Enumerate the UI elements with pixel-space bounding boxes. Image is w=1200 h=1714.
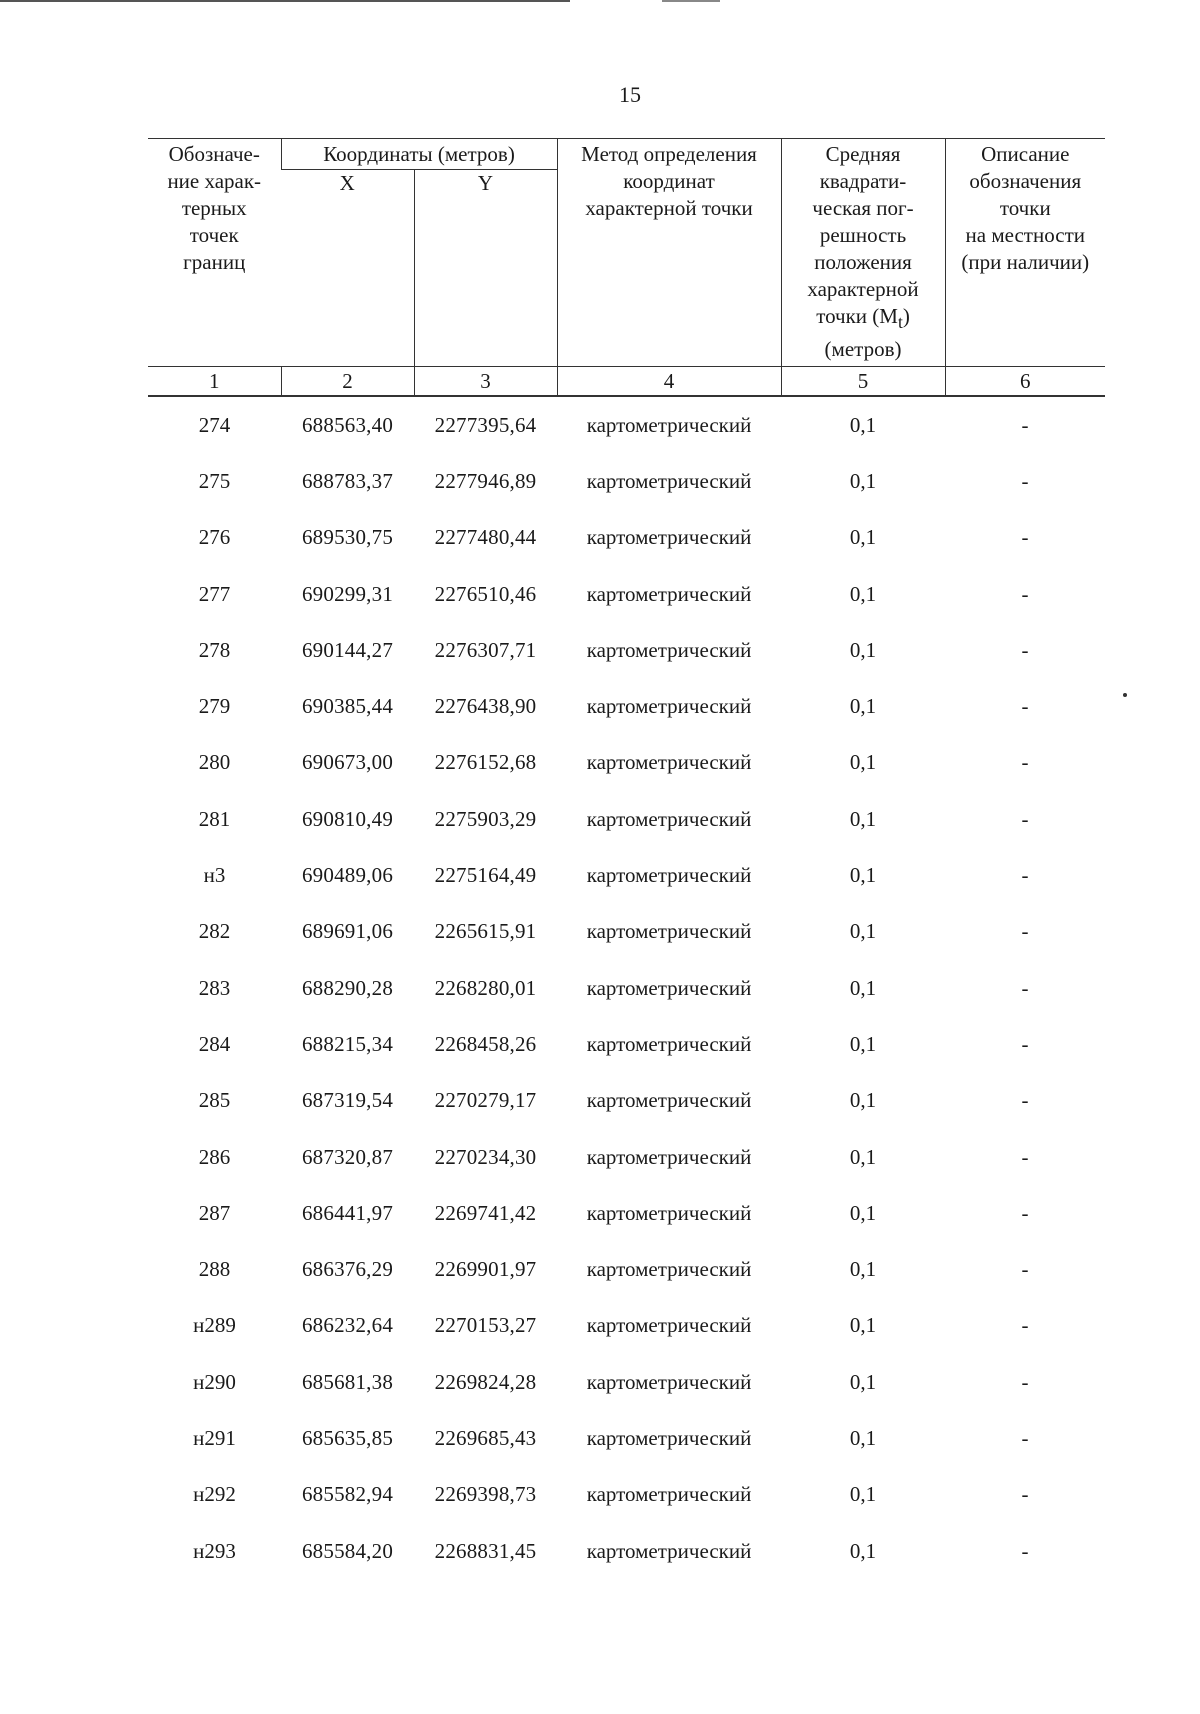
header-point-description: [945, 139, 1105, 367]
cell-coordinate-y: 2270279,17: [434, 1088, 537, 1113]
cell-coordinate-y: 2270153,27: [434, 1313, 537, 1338]
cell-coordinate-y: 2268280,01: [434, 975, 537, 1000]
cell-coordinate-x: 685681,38: [301, 1369, 394, 1394]
cell-coordinate-x: 689691,06: [301, 919, 394, 944]
cell-coordinate-x: 686232,64: [301, 1313, 394, 1338]
header-y: Y: [414, 170, 557, 367]
cell-error: 0,1: [849, 1144, 877, 1169]
column-number: 2: [281, 367, 414, 397]
table-row: [148, 735, 1105, 791]
cell-error: 0,1: [849, 1088, 877, 1113]
header-point-designation: [148, 139, 281, 367]
cell-coordinate-x: 690810,49: [301, 806, 394, 831]
cell-point-id: 283: [198, 975, 231, 1000]
cell-description: -: [1021, 468, 1029, 493]
cell-method: картометрический: [586, 975, 752, 1000]
cell-point-id: 279: [198, 694, 231, 719]
cell-point-id: н291: [193, 1425, 236, 1450]
cell-point-id: 276: [198, 525, 231, 550]
table-row: [148, 791, 1105, 847]
cell-error: 0,1: [849, 1482, 877, 1507]
cell-coordinate-x: 685635,85: [301, 1425, 394, 1450]
cell-point-id: н3: [203, 863, 226, 888]
header-subscript: t: [897, 312, 903, 333]
cell-error: 0,1: [849, 525, 877, 550]
cell-coordinate-y: 2276152,68: [434, 750, 537, 775]
table-row: [148, 396, 1105, 453]
table-row: [148, 678, 1105, 734]
cell-coordinate-x: 685582,94: [301, 1482, 394, 1507]
table-row: [148, 1298, 1105, 1354]
cell-method: картометрический: [586, 637, 752, 662]
cell-error: 0,1: [849, 1257, 877, 1282]
table-row: [148, 1129, 1105, 1185]
cell-point-id: 284: [198, 1031, 231, 1056]
cell-point-id: н290: [193, 1369, 236, 1394]
table-row: [148, 1073, 1105, 1129]
cell-error: 0,1: [849, 863, 877, 888]
cell-error: 0,1: [849, 919, 877, 944]
cell-coordinate-y: 2269824,28: [434, 1369, 537, 1394]
cell-error: 0,1: [849, 1031, 877, 1056]
cell-point-id: 278: [198, 637, 231, 662]
cell-coordinate-y: 2275903,29: [434, 806, 537, 831]
cell-coordinate-y: 2265615,91: [434, 919, 537, 944]
cell-method: картометрический: [586, 750, 752, 775]
cell-method: картометрический: [586, 412, 752, 437]
cell-method: картометрический: [586, 863, 752, 888]
cell-description: -: [1021, 637, 1029, 662]
cell-point-id: 274: [198, 412, 231, 437]
cell-coordinate-y: 2275164,49: [434, 863, 537, 888]
cell-description: -: [1021, 1200, 1029, 1225]
cell-description: -: [1021, 750, 1029, 775]
table-row: [148, 1354, 1105, 1410]
cell-method: картометрический: [586, 525, 752, 550]
cell-point-id: 285: [198, 1088, 231, 1113]
cell-method: картометрический: [586, 694, 752, 719]
page-number: 15: [619, 82, 641, 107]
cell-error: 0,1: [849, 1369, 877, 1394]
cell-point-id: 275: [198, 468, 231, 493]
cell-description: -: [1021, 1425, 1029, 1450]
cell-error: 0,1: [849, 1538, 877, 1563]
cell-method: картометрический: [586, 468, 752, 493]
table-row: [148, 453, 1105, 509]
header-method: [557, 139, 781, 367]
cell-error: 0,1: [849, 750, 877, 775]
cell-description: -: [1021, 919, 1029, 944]
cell-method: картометрический: [586, 1200, 752, 1225]
column-number: 3: [414, 367, 557, 397]
cell-point-id: 286: [198, 1144, 231, 1169]
cell-coordinate-x: 687319,54: [301, 1088, 394, 1113]
cell-coordinate-y: 2269741,42: [434, 1200, 537, 1225]
cell-point-id: н293: [193, 1538, 236, 1563]
header-text: Средняя квадрати- ческая пог- решность положения характерной точки (M: [807, 142, 919, 328]
cell-point-id: н289: [193, 1313, 236, 1338]
cell-coordinate-x: 690144,27: [301, 637, 394, 662]
cell-description: -: [1021, 581, 1029, 606]
table-row: [148, 1241, 1105, 1297]
table-row: [148, 1523, 1105, 1579]
table-row: [148, 904, 1105, 960]
header-coordinates-group: Координаты (метров): [281, 139, 557, 170]
cell-point-id: 281: [198, 806, 231, 831]
cell-method: картометрический: [586, 1257, 752, 1282]
cell-error: 0,1: [849, 468, 877, 493]
cell-coordinate-y: 2276438,90: [434, 694, 537, 719]
cell-description: -: [1021, 525, 1029, 550]
cell-error: 0,1: [849, 975, 877, 1000]
cell-description: -: [1021, 1257, 1029, 1282]
cell-method: картометрический: [586, 1313, 752, 1338]
cell-coordinate-y: 2268831,45: [434, 1538, 537, 1563]
cell-point-id: 287: [198, 1200, 231, 1225]
cell-coordinate-x: 685584,20: [301, 1538, 394, 1563]
table-row: [148, 1185, 1105, 1241]
cell-method: картометрический: [586, 806, 752, 831]
table-row: [148, 960, 1105, 1016]
cell-point-id: 277: [198, 581, 231, 606]
cell-coordinate-y: 2277395,64: [434, 412, 537, 437]
cell-coordinate-y: 2269685,43: [434, 1425, 537, 1450]
cell-coordinate-y: 2268458,26: [434, 1031, 537, 1056]
table-row: [148, 622, 1105, 678]
table-row: [148, 566, 1105, 622]
cell-description: -: [1021, 806, 1029, 831]
cell-coordinate-x: 690299,31: [301, 581, 394, 606]
cell-coordinate-x: 690489,06: [301, 863, 394, 888]
cell-coordinate-y: 2270234,30: [434, 1144, 537, 1169]
cell-error: 0,1: [849, 412, 877, 437]
cell-method: картометрический: [586, 1482, 752, 1507]
column-number: 5: [781, 367, 945, 397]
cell-description: -: [1021, 1538, 1029, 1563]
cell-method: картометрический: [586, 1538, 752, 1563]
column-number: 6: [945, 367, 1105, 397]
cell-coordinate-x: 690385,44: [301, 694, 394, 719]
cell-method: картометрический: [586, 581, 752, 606]
cell-coordinate-y: 2276307,71: [434, 637, 537, 662]
cell-method: картометрический: [586, 1144, 752, 1169]
cell-error: 0,1: [849, 1425, 877, 1450]
cell-description: -: [1021, 694, 1029, 719]
header-text: Обозначе- ние харак- терных точек границ: [167, 142, 262, 274]
cell-point-id: 288: [198, 1257, 231, 1282]
cell-method: картометрический: [586, 1425, 752, 1450]
scan-speck: [1123, 693, 1127, 697]
header-mean-square-error: [781, 139, 945, 367]
coordinates-table: [148, 138, 1105, 1579]
header-text: Описание обозначения точки на местности (при наличии): [961, 142, 1090, 274]
cell-coordinate-x: 688215,34: [301, 1031, 394, 1056]
cell-coordinate-y: 2277480,44: [434, 525, 537, 550]
cell-description: -: [1021, 1031, 1029, 1056]
cell-point-id: 282: [198, 919, 231, 944]
cell-coordinate-y: 2269398,73: [434, 1482, 537, 1507]
cell-coordinate-x: 689530,75: [301, 525, 394, 550]
cell-error: 0,1: [849, 1313, 877, 1338]
cell-error: 0,1: [849, 637, 877, 662]
cell-coordinate-x: 688290,28: [301, 975, 394, 1000]
cell-error: 0,1: [849, 1200, 877, 1225]
cell-coordinate-y: 2277946,89: [434, 468, 537, 493]
cell-coordinate-x: 686376,29: [301, 1257, 394, 1282]
cell-description: -: [1021, 1482, 1029, 1507]
cell-error: 0,1: [849, 806, 877, 831]
cell-coordinate-y: 2269901,97: [434, 1257, 537, 1282]
cell-description: -: [1021, 1313, 1029, 1338]
table-body: [148, 396, 1105, 1579]
cell-point-id: н292: [193, 1482, 236, 1507]
header-x: X: [339, 171, 355, 195]
cell-description: -: [1021, 1088, 1029, 1113]
cell-coordinate-x: 686441,97: [301, 1200, 394, 1225]
cell-coordinate-x: 688783,37: [301, 468, 394, 493]
table-row: [148, 1410, 1105, 1466]
cell-point-id: 280: [198, 750, 231, 775]
table-row: [148, 1016, 1105, 1072]
cell-method: картометрический: [586, 1088, 752, 1113]
table-row: [148, 1467, 1105, 1523]
cell-description: -: [1021, 1144, 1029, 1169]
cell-coordinate-y: 2276510,46: [434, 581, 537, 606]
scan-edge-mark: [662, 0, 720, 2]
column-number: 1: [148, 367, 281, 397]
cell-description: -: [1021, 975, 1029, 1000]
cell-description: -: [1021, 863, 1029, 888]
scan-edge-line: [0, 0, 570, 2]
cell-coordinate-x: 690673,00: [301, 750, 394, 775]
cell-method: картометрический: [586, 1031, 752, 1056]
cell-method: картометрический: [586, 1369, 752, 1394]
cell-description: -: [1021, 1369, 1029, 1394]
cell-coordinate-x: 687320,87: [301, 1144, 394, 1169]
header-text: ) (метров): [824, 304, 910, 362]
cell-method: картометрический: [586, 919, 752, 944]
cell-description: -: [1021, 412, 1029, 437]
cell-error: 0,1: [849, 694, 877, 719]
cell-coordinate-x: 688563,40: [301, 412, 394, 437]
header-text: Метод определения координат характерной точки: [581, 142, 757, 220]
table-row: [148, 510, 1105, 566]
cell-error: 0,1: [849, 581, 877, 606]
table-row: [148, 847, 1105, 903]
column-number: 4: [557, 367, 781, 397]
